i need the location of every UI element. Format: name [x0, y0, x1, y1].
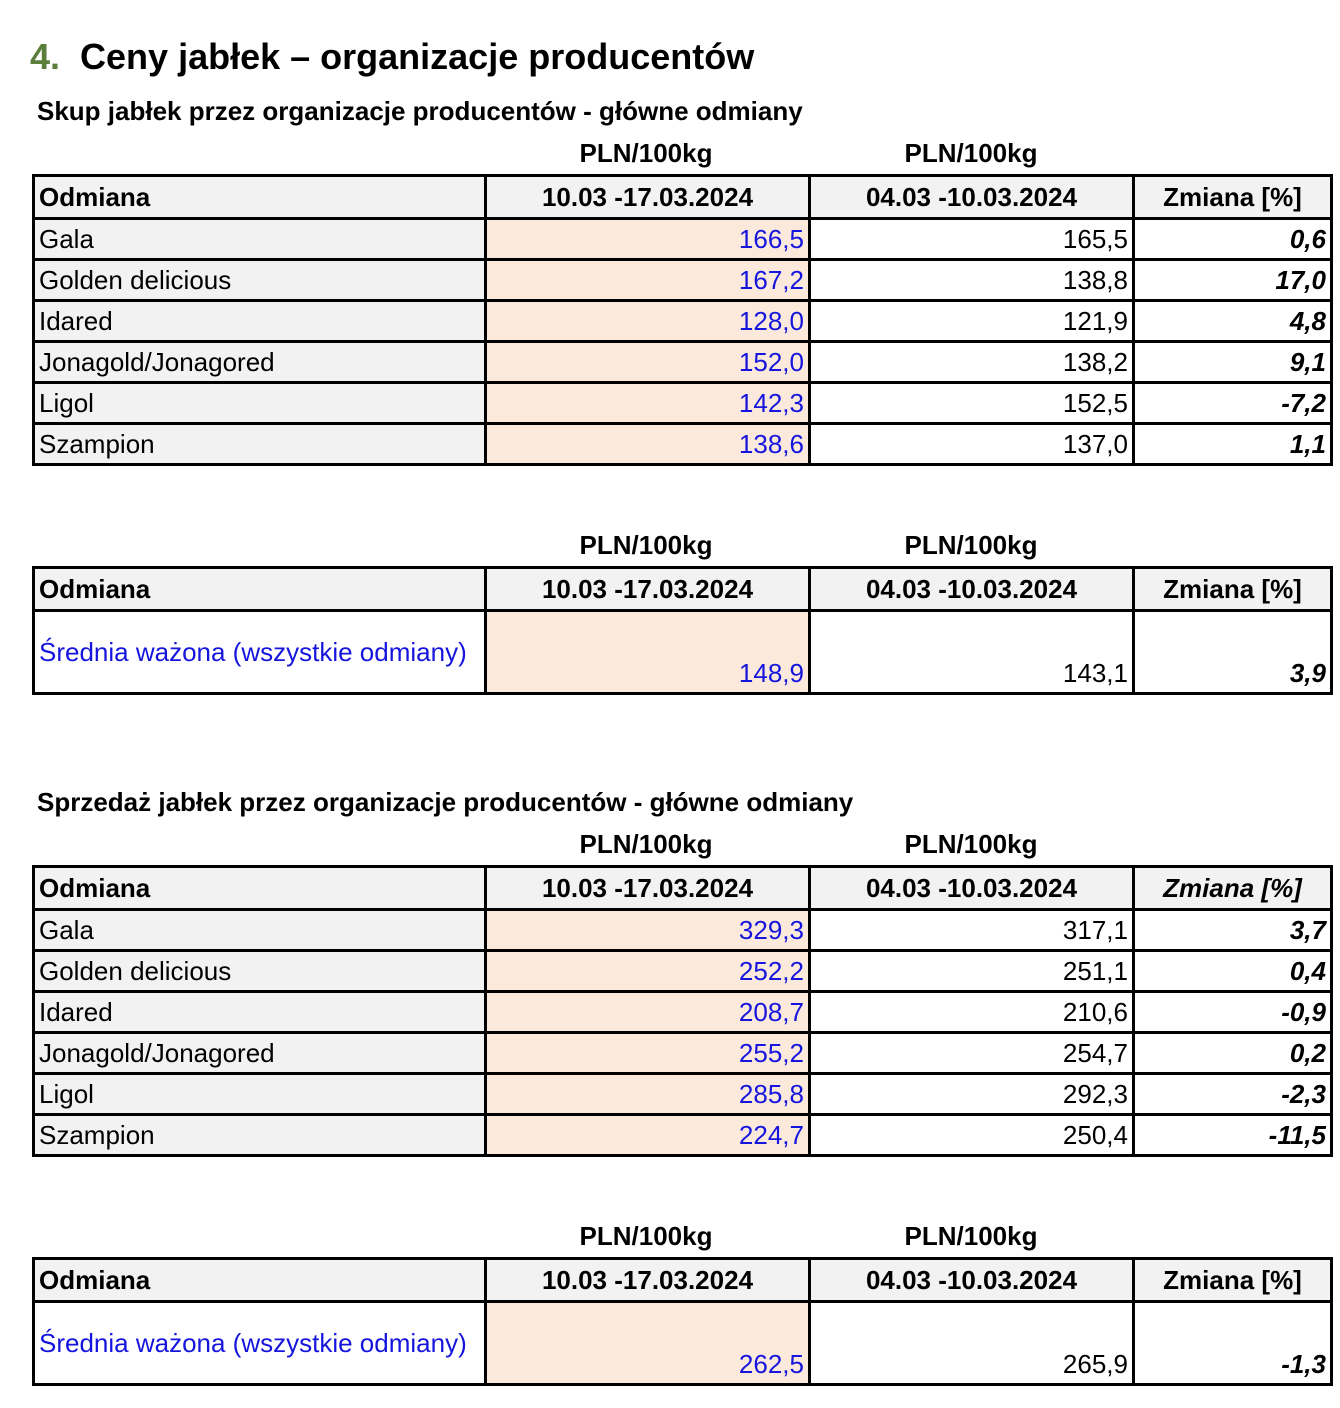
previous-price-cell: 254,7: [810, 1033, 1134, 1074]
current-price-cell: 148,9: [486, 611, 810, 694]
purchase-prices-table: [32, 174, 1333, 466]
header-variety: Odmiana: [34, 1259, 486, 1302]
change-cell: -0,9: [1134, 992, 1332, 1033]
table-header-row: [34, 1259, 1332, 1302]
table-row: [34, 1033, 1332, 1074]
change-cell: 1,1: [1134, 424, 1332, 465]
header-previous-week: 04.03 -10.03.2024: [810, 1259, 1134, 1302]
previous-price-cell: 251,1: [810, 951, 1134, 992]
variety-cell: Gala: [34, 910, 486, 951]
unit-label-current: PLN/100kg: [579, 530, 713, 560]
unit-label-current: PLN/100kg: [579, 1221, 713, 1251]
change-cell: -11,5: [1134, 1115, 1332, 1156]
table-row: [34, 260, 1332, 301]
header-previous-week: 04.03 -10.03.2024: [810, 176, 1134, 219]
current-price-cell: 152,0: [486, 342, 810, 383]
current-price-cell: 255,2: [486, 1033, 810, 1074]
table-header-row: [34, 568, 1332, 611]
header-current-week: 10.03 -17.03.2024: [486, 1259, 810, 1302]
change-cell: -2,3: [1134, 1074, 1332, 1115]
variety-cell: Jonagold/Jonagored: [34, 1033, 486, 1074]
weighted-average-row: [34, 1302, 1332, 1385]
sales-table-title: Sprzedaż jabłek przez organizacje producentów - główne odmiany: [37, 787, 854, 817]
variety-cell: Idared: [34, 301, 486, 342]
previous-price-cell: 165,5: [810, 219, 1134, 260]
table-row: [34, 342, 1332, 383]
change-cell: -7,2: [1134, 383, 1332, 424]
sales-prices-table: [32, 865, 1333, 1157]
table-row: [34, 383, 1332, 424]
current-price-cell: 167,2: [486, 260, 810, 301]
section-heading: Ceny jabłek – organizacje producentów: [80, 36, 755, 77]
variety-cell: Szampion: [34, 424, 486, 465]
current-price-cell: 138,6: [486, 424, 810, 465]
header-change: Zmiana [%]: [1134, 1259, 1332, 1302]
table-header-row: [34, 176, 1332, 219]
change-cell: 0,2: [1134, 1033, 1332, 1074]
sales-average-table: [32, 1257, 1333, 1386]
header-variety: Odmiana: [34, 867, 486, 910]
change-cell: 0,4: [1134, 951, 1332, 992]
variety-cell: Idared: [34, 992, 486, 1033]
previous-price-cell: 138,2: [810, 342, 1134, 383]
weighted-average-label: Średnia ważona (wszystkie odmiany): [34, 1302, 486, 1385]
current-price-cell: 224,7: [486, 1115, 810, 1156]
table-row: [34, 1074, 1332, 1115]
table-row: [34, 219, 1332, 260]
variety-cell: Ligol: [34, 383, 486, 424]
weighted-average-label: Średnia ważona (wszystkie odmiany): [34, 611, 486, 694]
table-row: [34, 951, 1332, 992]
current-price-cell: 285,8: [486, 1074, 810, 1115]
change-cell: 3,9: [1134, 611, 1332, 694]
page-title: [30, 36, 754, 78]
previous-price-cell: 265,9: [810, 1302, 1134, 1385]
previous-price-cell: 152,5: [810, 383, 1134, 424]
variety-cell: Szampion: [34, 1115, 486, 1156]
table-header-row: [34, 867, 1332, 910]
previous-price-cell: 210,6: [810, 992, 1134, 1033]
previous-price-cell: 138,8: [810, 260, 1134, 301]
variety-cell: Golden delicious: [34, 951, 486, 992]
previous-price-cell: 292,3: [810, 1074, 1134, 1115]
table-row: [34, 992, 1332, 1033]
table-row: [34, 301, 1332, 342]
header-previous-week: 04.03 -10.03.2024: [810, 867, 1134, 910]
variety-cell: Gala: [34, 219, 486, 260]
current-price-cell: 329,3: [486, 910, 810, 951]
purchase-average-table: [32, 566, 1333, 695]
current-price-cell: 262,5: [486, 1302, 810, 1385]
purchase-table-title: Skup jabłek przez organizacje producentów - główne odmiany: [37, 96, 803, 126]
header-change: Zmiana [%]: [1134, 176, 1332, 219]
unit-label-previous: PLN/100kg: [904, 530, 1038, 560]
current-price-cell: 208,7: [486, 992, 810, 1033]
header-variety: Odmiana: [34, 176, 486, 219]
unit-label-current: PLN/100kg: [579, 829, 713, 859]
current-price-cell: 166,5: [486, 219, 810, 260]
section-number: 4.: [30, 36, 61, 77]
previous-price-cell: 143,1: [810, 611, 1134, 694]
table-row: [34, 1115, 1332, 1156]
variety-cell: Jonagold/Jonagored: [34, 342, 486, 383]
current-price-cell: 142,3: [486, 383, 810, 424]
change-cell: 3,7: [1134, 910, 1332, 951]
change-cell: -1,3: [1134, 1302, 1332, 1385]
variety-cell: Ligol: [34, 1074, 486, 1115]
variety-cell: Golden delicious: [34, 260, 486, 301]
header-current-week: 10.03 -17.03.2024: [486, 867, 810, 910]
current-price-cell: 252,2: [486, 951, 810, 992]
table-row: [34, 910, 1332, 951]
previous-price-cell: 317,1: [810, 910, 1134, 951]
change-cell: 9,1: [1134, 342, 1332, 383]
header-change: Zmiana [%]: [1134, 867, 1332, 910]
header-variety: Odmiana: [34, 568, 486, 611]
change-cell: 4,8: [1134, 301, 1332, 342]
previous-price-cell: 250,4: [810, 1115, 1134, 1156]
current-price-cell: 128,0: [486, 301, 810, 342]
header-current-week: 10.03 -17.03.2024: [486, 568, 810, 611]
header-change: Zmiana [%]: [1134, 568, 1332, 611]
unit-label-current: PLN/100kg: [579, 138, 713, 168]
previous-price-cell: 121,9: [810, 301, 1134, 342]
table-row: [34, 424, 1332, 465]
header-previous-week: 04.03 -10.03.2024: [810, 568, 1134, 611]
change-cell: 0,6: [1134, 219, 1332, 260]
previous-price-cell: 137,0: [810, 424, 1134, 465]
header-current-week: 10.03 -17.03.2024: [486, 176, 810, 219]
unit-label-previous: PLN/100kg: [904, 829, 1038, 859]
weighted-average-row: [34, 611, 1332, 694]
unit-label-previous: PLN/100kg: [904, 138, 1038, 168]
change-cell: 17,0: [1134, 260, 1332, 301]
unit-label-previous: PLN/100kg: [904, 1221, 1038, 1251]
